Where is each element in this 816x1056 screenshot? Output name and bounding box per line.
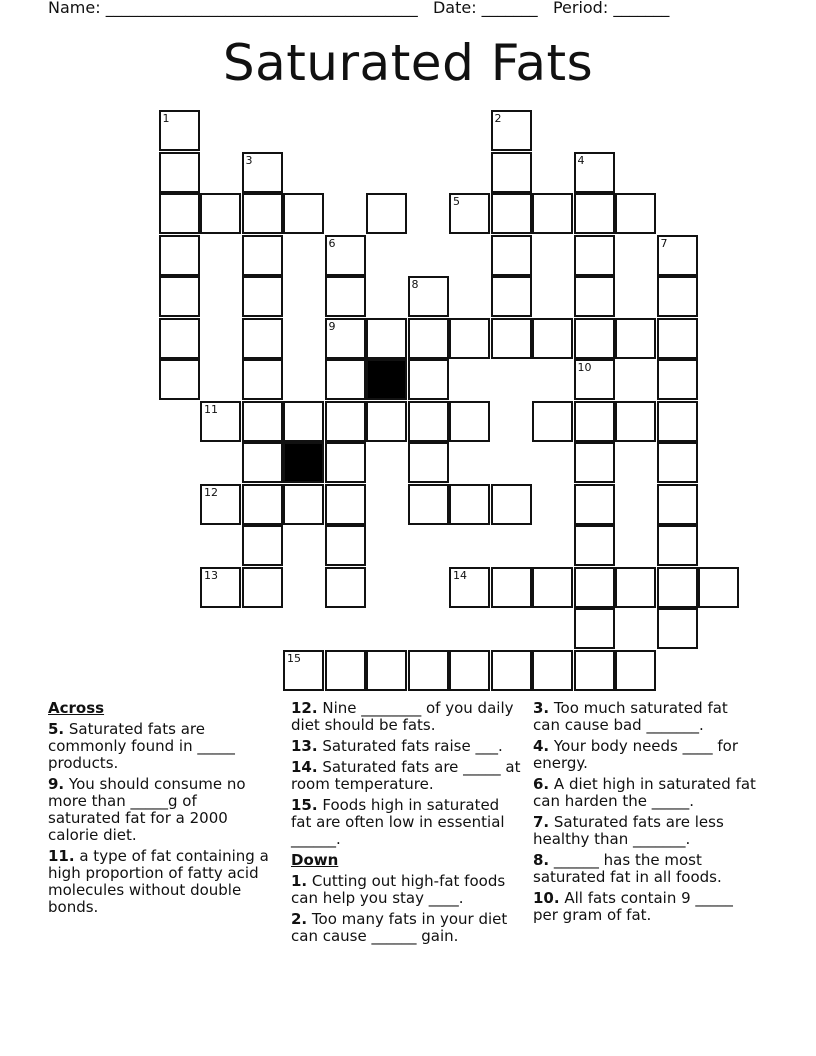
crossword-cell[interactable] xyxy=(159,276,200,317)
crossword-cell[interactable] xyxy=(449,650,490,691)
crossword-cell[interactable] xyxy=(657,318,698,359)
crossword-cell[interactable] xyxy=(366,193,407,234)
name-line[interactable]: _______________________________________ xyxy=(105,0,418,17)
crossword-cell[interactable] xyxy=(242,276,283,317)
crossword-cell[interactable] xyxy=(574,359,615,400)
crossword-cell[interactable] xyxy=(325,484,366,525)
crossword-cell[interactable] xyxy=(242,401,283,442)
crossword-cell[interactable] xyxy=(325,359,366,400)
across-clue-15 xyxy=(291,797,523,848)
clue-number-label: 6 xyxy=(328,236,336,250)
clues-column-3 xyxy=(533,700,758,928)
crossword-cell[interactable] xyxy=(615,318,656,359)
crossword-cell[interactable] xyxy=(325,318,366,359)
crossword-cell[interactable] xyxy=(657,442,698,483)
crossword-cell[interactable] xyxy=(200,401,241,442)
across-clue-11 xyxy=(48,848,273,916)
down-clue-2 xyxy=(291,911,523,945)
crossword-cell[interactable] xyxy=(325,442,366,483)
clues-column-2 xyxy=(291,700,523,949)
crossword-cell[interactable] xyxy=(532,401,573,442)
clue-text: Cutting out high-fat foods can help you stay ____. xyxy=(291,872,506,907)
clue-number: 2. xyxy=(291,910,308,928)
clue-text: Saturated fats are commonly found in _____ products. xyxy=(48,720,235,772)
crossword-cell[interactable] xyxy=(242,484,283,525)
crossword-cell[interactable] xyxy=(698,567,739,608)
crossword-cell[interactable] xyxy=(200,193,241,234)
crossword-cell[interactable] xyxy=(615,567,656,608)
crossword-cell[interactable] xyxy=(491,567,532,608)
crossword-block-cell xyxy=(366,359,407,400)
crossword-cell[interactable] xyxy=(574,567,615,608)
clue-number-label: 3 xyxy=(245,153,253,167)
crossword-cell[interactable] xyxy=(366,401,407,442)
crossword-cell[interactable] xyxy=(242,152,283,193)
crossword-cell[interactable] xyxy=(325,235,366,276)
crossword-cell[interactable] xyxy=(491,650,532,691)
down-clue-4 xyxy=(533,738,758,772)
clue-number: 7. xyxy=(533,813,550,831)
clue-number-label: 15 xyxy=(287,651,301,665)
clue-number: 4. xyxy=(533,737,550,755)
crossword-cell[interactable] xyxy=(574,152,615,193)
date-line[interactable]: _______ xyxy=(481,0,538,17)
crossword-cell[interactable] xyxy=(242,525,283,566)
crossword-cell[interactable] xyxy=(574,608,615,649)
crossword-cell[interactable] xyxy=(159,235,200,276)
down-clue-10 xyxy=(533,890,758,924)
clue-number: 10. xyxy=(533,889,560,907)
across-clue-9 xyxy=(48,776,273,844)
clue-text: Too much saturated fat can cause bad _______. xyxy=(533,699,728,734)
crossword-cell[interactable] xyxy=(574,401,615,442)
clue-number-label: 2 xyxy=(494,112,502,125)
crossword-cell[interactable] xyxy=(574,193,615,234)
crossword-cell[interactable] xyxy=(408,650,449,691)
crossword-cell[interactable] xyxy=(325,525,366,566)
crossword-cell[interactable] xyxy=(491,193,532,234)
clue-text: Saturated fats are _____ at room temperature. xyxy=(291,758,521,793)
crossword-cell[interactable] xyxy=(283,484,324,525)
crossword-cell[interactable] xyxy=(574,318,615,359)
crossword-cell[interactable] xyxy=(200,484,241,525)
crossword-cell[interactable] xyxy=(408,276,449,317)
down-clue-6 xyxy=(533,776,758,810)
crossword-cell[interactable] xyxy=(408,359,449,400)
clue-number-label: 9 xyxy=(328,319,336,333)
clue-number-label: 1 xyxy=(162,112,170,125)
crossword-cell[interactable] xyxy=(449,193,490,234)
crossword-cell[interactable] xyxy=(574,276,615,317)
clue-number-label: 14 xyxy=(453,568,467,582)
across-heading: Across xyxy=(48,699,105,717)
crossword-cell[interactable] xyxy=(408,318,449,359)
crossword-cell[interactable] xyxy=(491,235,532,276)
clue-text: Nine ________ of you daily diet should be fats. xyxy=(291,699,514,734)
clues-column-1 xyxy=(48,700,273,920)
clue-number: 6. xyxy=(533,775,550,793)
crossword-cell[interactable] xyxy=(491,152,532,193)
name-label: Name: xyxy=(48,0,106,17)
clue-text: Foods high in saturated fat are often low in essential ______. xyxy=(291,796,505,848)
crossword-cell[interactable] xyxy=(574,235,615,276)
crossword-cell[interactable] xyxy=(449,567,490,608)
clue-text: You should consume no more than _____g of saturated fat for a 2000 calorie diet. xyxy=(48,775,246,844)
clue-text: A diet high in saturated fat can harden the _____. xyxy=(533,775,756,810)
crossword-cell[interactable] xyxy=(242,567,283,608)
clue-text: ______ has the most saturated fat in all foods. xyxy=(533,851,722,886)
clue-number: 9. xyxy=(48,775,65,793)
crossword-cell[interactable] xyxy=(657,484,698,525)
crossword-cell[interactable] xyxy=(159,318,200,359)
crossword-cell[interactable] xyxy=(574,484,615,525)
clue-number-label: 13 xyxy=(204,568,218,582)
crossword-cell[interactable] xyxy=(491,276,532,317)
crossword-cell[interactable] xyxy=(325,276,366,317)
clue-number-label: 4 xyxy=(577,153,585,167)
clue-number: 12. xyxy=(291,699,318,717)
crossword-cell[interactable] xyxy=(159,152,200,193)
clue-number: 14. xyxy=(291,758,318,776)
crossword-cell[interactable] xyxy=(159,359,200,400)
period-line[interactable]: _______ xyxy=(613,0,670,17)
down-heading: Down xyxy=(291,851,339,869)
date-label: Date: xyxy=(432,0,482,17)
crossword-cell[interactable] xyxy=(283,401,324,442)
crossword-cell[interactable] xyxy=(532,318,573,359)
crossword-cell[interactable] xyxy=(615,193,656,234)
clue-number: 5. xyxy=(48,720,65,738)
clue-number-label: 7 xyxy=(660,236,668,250)
crossword-cell[interactable] xyxy=(408,401,449,442)
crossword-cell[interactable] xyxy=(657,235,698,276)
crossword-cell[interactable] xyxy=(283,193,324,234)
clue-number: 3. xyxy=(533,699,550,717)
clue-number: 13. xyxy=(291,737,318,755)
down-clue-3 xyxy=(533,700,758,734)
crossword-cell[interactable] xyxy=(491,110,532,151)
crossword-cell[interactable] xyxy=(657,567,698,608)
clue-text: a type of fat containing a high proportion of fatty acid molecules without double bonds. xyxy=(48,847,269,916)
crossword-cell[interactable] xyxy=(366,650,407,691)
crossword-cell[interactable] xyxy=(242,235,283,276)
crossword-cell[interactable] xyxy=(449,401,490,442)
crossword-cell[interactable] xyxy=(200,567,241,608)
crossword-cell[interactable] xyxy=(615,650,656,691)
clue-number-label: 11 xyxy=(204,402,218,416)
crossword-cell[interactable] xyxy=(574,442,615,483)
crossword-cell[interactable] xyxy=(449,484,490,525)
crossword-cell[interactable] xyxy=(657,401,698,442)
crossword-cell[interactable] xyxy=(159,110,200,151)
crossword-cell[interactable] xyxy=(615,401,656,442)
down-clue-1 xyxy=(291,873,523,907)
crossword-cell[interactable] xyxy=(242,318,283,359)
crossword-cell[interactable] xyxy=(242,442,283,483)
crossword-cell[interactable] xyxy=(325,401,366,442)
clue-text: Your body needs ____ for energy. xyxy=(533,737,739,772)
crossword-cell[interactable] xyxy=(283,650,324,691)
crossword-cell[interactable] xyxy=(532,567,573,608)
crossword-cell[interactable] xyxy=(657,276,698,317)
crossword-block-cell xyxy=(283,442,324,483)
crossword-cell[interactable] xyxy=(366,318,407,359)
crossword-cell[interactable] xyxy=(657,359,698,400)
clue-number: 8. xyxy=(533,851,550,869)
across-clue-5 xyxy=(48,721,273,772)
clue-text: Saturated fats are less healthy than _______. xyxy=(533,813,724,848)
clue-text: Saturated fats raise ___. xyxy=(317,737,503,755)
crossword-cell[interactable] xyxy=(242,193,283,234)
clue-number-label: 10 xyxy=(577,361,592,374)
clue-number-label: 5 xyxy=(453,195,460,208)
down-clue-8 xyxy=(533,852,758,886)
crossword-cell[interactable] xyxy=(325,650,366,691)
down-clue-7 xyxy=(533,814,758,848)
clue-number: 1. xyxy=(291,872,308,890)
crossword-cell[interactable] xyxy=(449,318,490,359)
crossword-cell[interactable] xyxy=(574,525,615,566)
crossword-cell[interactable] xyxy=(408,442,449,483)
clue-text: Too many fats in your diet can cause ______ gain. xyxy=(291,910,508,945)
period-label: Period: xyxy=(552,0,614,17)
crossword-cell[interactable] xyxy=(532,650,573,691)
crossword-cell[interactable] xyxy=(325,567,366,608)
clue-number: 15. xyxy=(291,796,318,814)
clue-text: All fats contain 9 _____ per gram of fat. xyxy=(533,889,733,924)
clue-number-label: 8 xyxy=(411,278,419,291)
clue-number: 11. xyxy=(48,847,75,865)
crossword-cell[interactable] xyxy=(532,193,573,234)
crossword-cell[interactable] xyxy=(657,525,698,566)
across-clue-14 xyxy=(291,759,523,793)
clue-number-label: 12 xyxy=(204,485,218,499)
page-title: Saturated Fats xyxy=(222,34,594,92)
crossword-cell[interactable] xyxy=(408,484,449,525)
crossword-cell[interactable] xyxy=(159,193,200,234)
crossword-cell[interactable] xyxy=(657,608,698,649)
crossword-cell[interactable] xyxy=(574,650,615,691)
across-clue-13 xyxy=(291,738,523,755)
crossword-cell[interactable] xyxy=(491,318,532,359)
across-clue-12 xyxy=(291,700,523,734)
crossword-cell[interactable] xyxy=(491,484,532,525)
crossword-cell[interactable] xyxy=(242,359,283,400)
